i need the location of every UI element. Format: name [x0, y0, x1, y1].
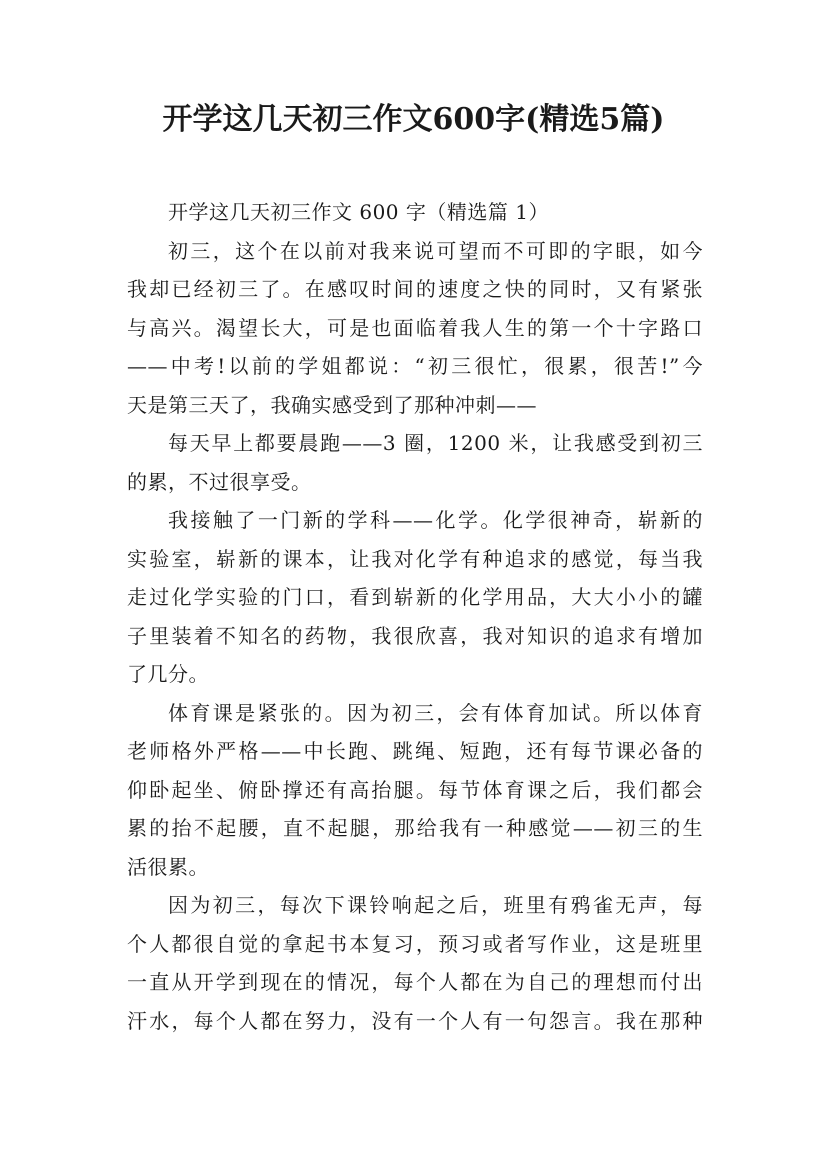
text-line: 活很累。 [127, 854, 209, 879]
document-title: 开学这几天初三作文600字(精选5篇) [162, 102, 665, 137]
section-heading: 开学这几天初三作文 600 字（精选篇 1） [168, 200, 549, 224]
text-line: 仰卧起坐、俯卧撑还有高抬腿。每节体育课之后，我们都会 [127, 777, 703, 802]
text-line: 汗水，每个人都在努力，没有一个人有一句怨言。我在那种 [127, 1008, 703, 1033]
text-line: 实验室，崭新的课本，让我对化学有种追求的感觉，每当我 [127, 546, 703, 571]
text-line: 我接触了一门新的学科——化学。化学很神奇，崭新的 [168, 508, 703, 532]
text-line: ——中考!以前的学姐都说：“初三很忙，很累，很苦!”今 [127, 354, 703, 378]
text-line: 走过化学实验的门口，看到崭新的化学用品，大大小小的罐 [127, 585, 703, 609]
text-line: 初三，这个在以前对我来说可望而不可即的字眼，如今 [168, 238, 703, 263]
text-line: 的累，不过很享受。 [127, 469, 312, 494]
text-line: 老师格外严格——中长跑、跳绳、短跑，还有每节课必备的 [127, 739, 703, 763]
text-line: 个人都很自觉的拿起书本复习，预习或者写作业，这是班里 [127, 931, 703, 956]
document-body [127, 193, 703, 1040]
text-line: 我却已经初三了。在感叹时间的速度之快的同时，又有紧张 [127, 277, 703, 301]
text-line: 一直从开学到现在的情况，每个人都在为自己的理想而付出 [127, 970, 703, 994]
text-line: 与高兴。渴望长大，可是也面临着我人生的第一个十字路口 [127, 315, 703, 340]
text-line: 每天早上都要晨跑——3 圈，1200 米，让我感受到初三 [168, 431, 703, 455]
text-line: 了几分。 [127, 662, 209, 686]
text-line: 体育课是紧张的。因为初三，会有体育加试。所以体育 [168, 700, 703, 725]
text-line: 子里装着不知名的药物，我很欣喜，我对知识的追求有增加 [127, 623, 703, 648]
text-line: 因为初三，每次下课铃响起之后，班里有鸦雀无声，每 [168, 893, 703, 917]
text-line: 天是第三天了，我确实感受到了那种冲刺—— [127, 392, 537, 417]
text-line: 累的抬不起腰，直不起腿，那给我有一种感觉——初三的生 [127, 816, 703, 840]
